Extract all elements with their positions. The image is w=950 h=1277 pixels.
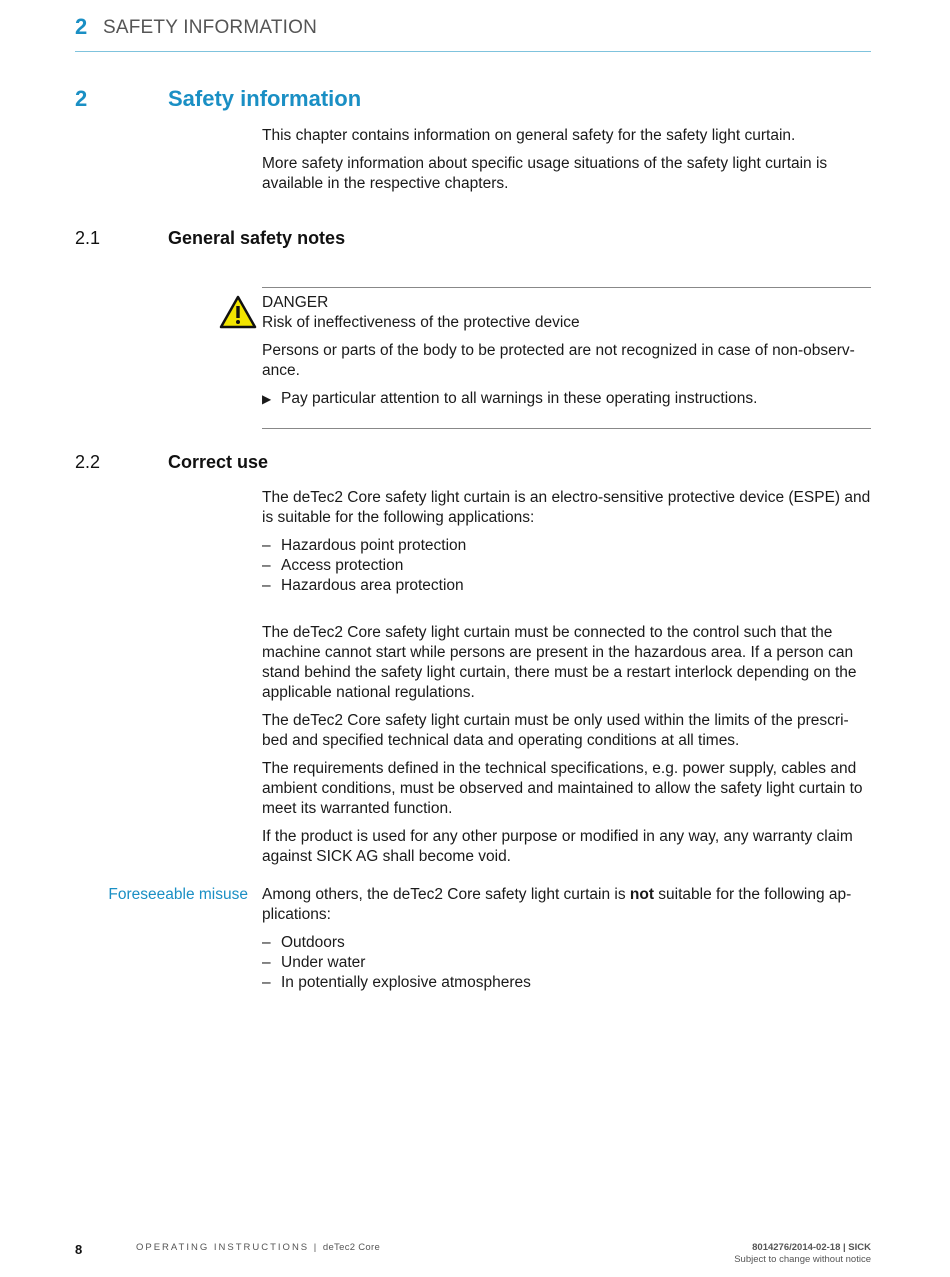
list-item: – Hazardous area protection xyxy=(262,577,464,594)
danger-subtitle: Risk of ineffectiveness of the protective device xyxy=(262,314,580,331)
danger-action-text: Pay particular attention to all warnings in these operating instructions. xyxy=(281,390,758,407)
paragraph: This chapter contains information on general safety for the safety light curtain. xyxy=(262,127,796,144)
applications-list xyxy=(262,536,872,596)
list-item: – Outdoors xyxy=(262,934,345,951)
change-notice: Subject to change without notice xyxy=(734,1254,871,1265)
danger-label: DANGER xyxy=(262,294,329,311)
correct-use-body xyxy=(262,623,872,875)
section-number-2-1: 2.1 xyxy=(75,228,101,248)
paragraph: The deTec2 Core safety light curtain must be only used within the limits of the prescri-bed and specified technical data and operating conditions at all times. xyxy=(262,712,849,749)
chapter-title: Safety information xyxy=(168,86,362,111)
paragraph: The requirements defined in the technical specifications, e.g. power supply, cables and ambient conditions, must be observed and maintained to allow the safety light curtain to meet its warranted function. xyxy=(262,760,863,817)
list-item: – Under water xyxy=(262,954,366,971)
correct-use-intro xyxy=(262,488,872,596)
misuse-block xyxy=(262,885,872,993)
triangle-bullet-icon: ▶ xyxy=(262,392,272,406)
danger-bottom-rule xyxy=(262,428,871,429)
danger-notice xyxy=(262,293,872,409)
misuse-side-label: Foreseeable misuse xyxy=(108,886,248,903)
header-rule xyxy=(75,51,871,52)
footer-doc-id xyxy=(734,1242,871,1266)
section-number-2-2: 2.2 xyxy=(75,452,101,472)
emphasis-not: not xyxy=(629,886,654,903)
misuse-list xyxy=(262,933,872,993)
danger-action xyxy=(262,389,872,409)
footer-doc-label: OPERATING INSTRUCTIONS | deTec2 Core xyxy=(136,1242,381,1253)
danger-top-rule xyxy=(262,287,871,288)
list-item: – Access protection xyxy=(262,557,404,574)
header-chapter-number: 2 xyxy=(75,14,88,39)
paragraph: More safety information about specific usage situations of the safety light curtain is available in the respective chapters. xyxy=(262,155,828,192)
paragraph: The deTec2 Core safety light curtain is an electro-sensitive protective device (ESPE) and is suitable for the following applications: xyxy=(262,489,871,526)
list-item: – In potentially explosive atmospheres xyxy=(262,974,531,991)
header-chapter-title: SAFETY INFORMATION xyxy=(103,17,318,38)
paragraph: The deTec2 Core safety light curtain must be connected to the control such that the machine cannot start while persons are present in the hazardous area. If a person can stand behind the safety light curtain, there must be a restart interlock depending on the applicable national regulations. xyxy=(262,624,857,701)
page-number: 8 xyxy=(75,1242,83,1257)
doc-id: 8014276/2014-02-18 | SICK xyxy=(752,1242,871,1253)
misuse-paragraph: Among others, the deTec2 Core safety light curtain is not suitable for the following ap-plications: xyxy=(262,886,852,923)
section-title-2-1: General safety notes xyxy=(168,228,346,248)
warning-triangle-icon xyxy=(219,295,257,334)
chapter-intro xyxy=(262,126,872,202)
chapter-number: 2 xyxy=(75,86,88,111)
footer-product: deTec2 Core xyxy=(322,1242,381,1253)
danger-text: Persons or parts of the body to be protected are not recognized in case of non-observ-ance. xyxy=(262,342,855,379)
paragraph: If the product is used for any other purpose or modified in any way, any warranty claim against SICK AG shall become void. xyxy=(262,828,853,865)
list-item: – Hazardous point protection xyxy=(262,537,467,554)
section-title-2-2: Correct use xyxy=(168,452,269,472)
